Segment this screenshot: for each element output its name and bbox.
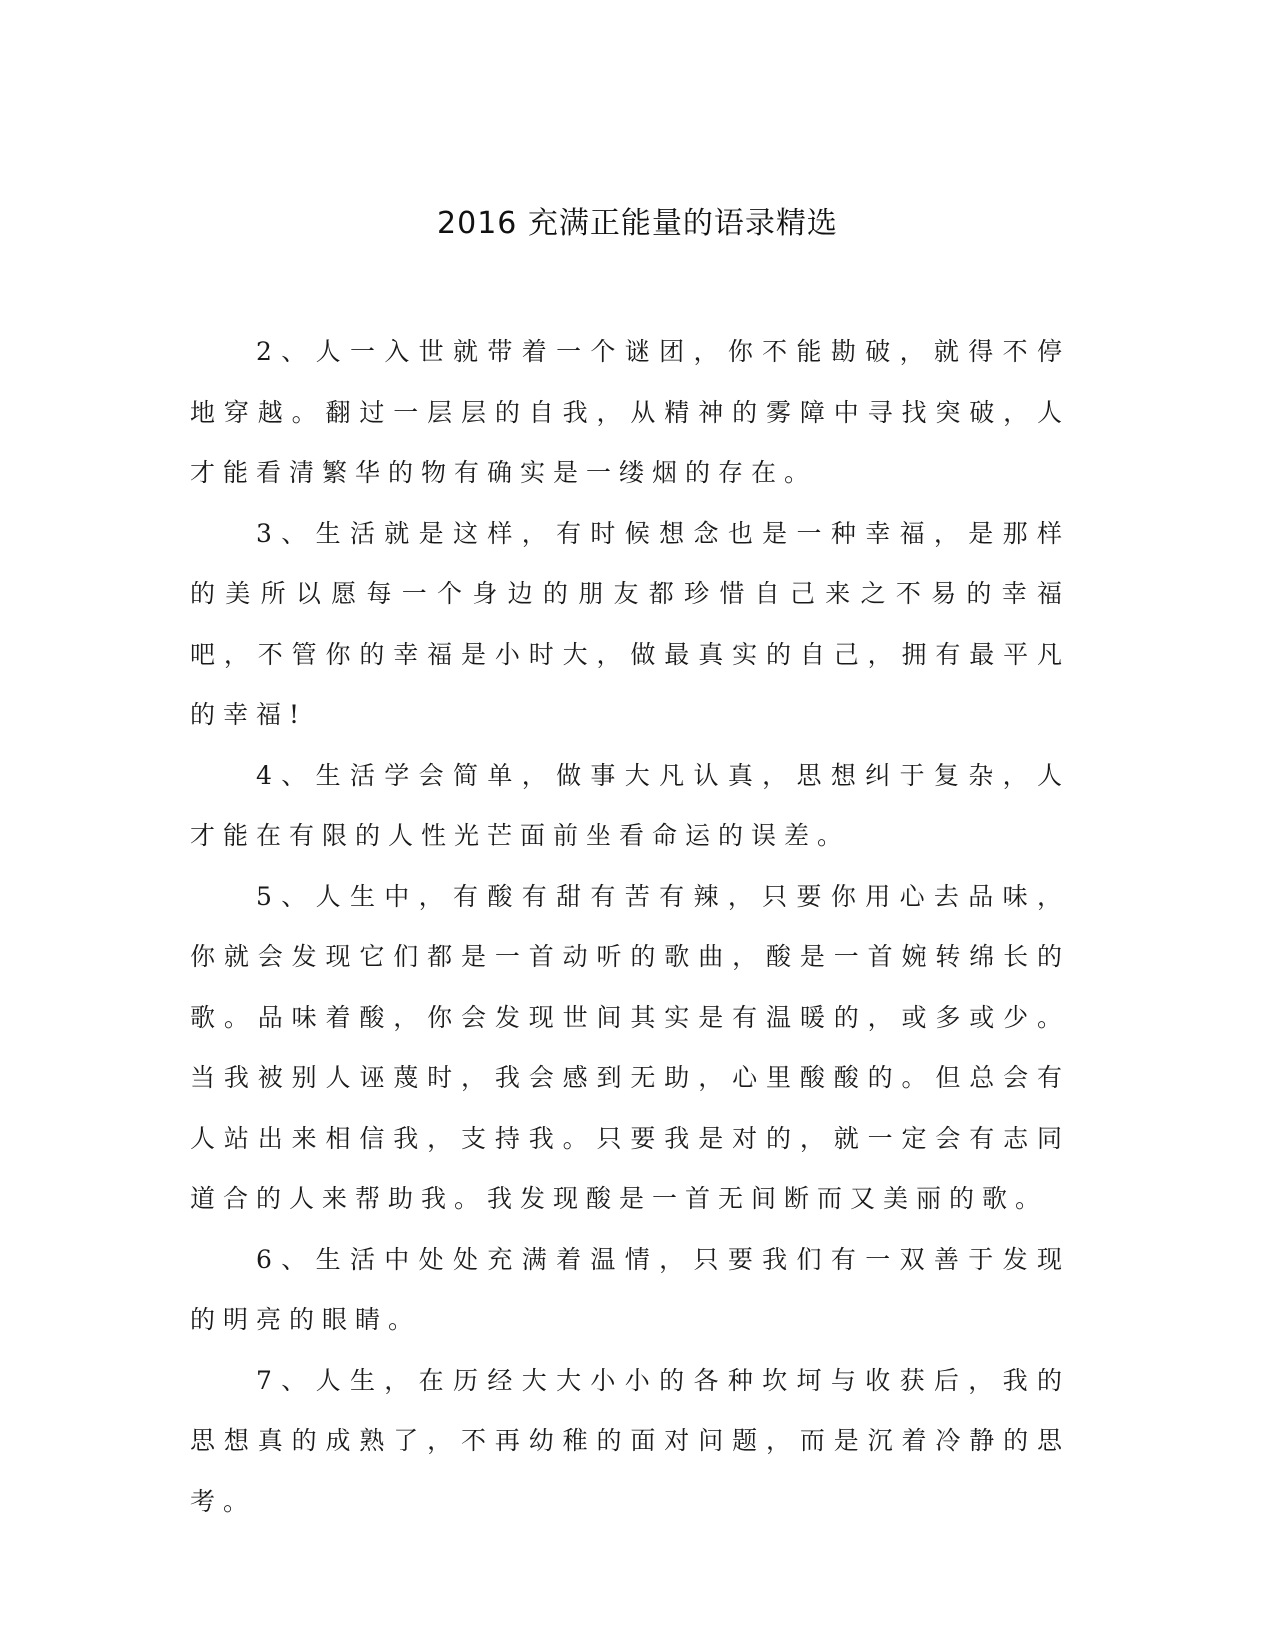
document-title: 2016 充满正能量的语录精选 bbox=[437, 206, 838, 241]
paragraph-4: 4、生活学会简单，做事大凡认真，思想纠于复杂，人才能在有限的人性光芒面前坐看命运的误差。 bbox=[190, 760, 1070, 850]
paragraph-5: 5、人生中，有酸有甜有苦有辣，只要你用心去品味，你就会发现它们都是一首动听的歌曲，酸是一首婉转绵长的歌。品味着酸，你会发现世间其实是有温暖的，或多或少。当我被别人诬蔑时，我会感到无助，心里酸酸的。但总会有人站出来相信我，支持我。只要我是对的，就一定会有志同道合的人来帮助我。我发现酸是一首无间断而又美丽的歌。 bbox=[190, 881, 1070, 1213]
paragraph-3: 3、生活就是这样，有时候想念也是一种幸福，是那样的美所以愿每一个身边的朋友都珍惜自己来之不易的幸福吧，不管你的幸福是小时大，做最真实的自己，拥有最平凡的幸福! bbox=[190, 518, 1070, 729]
paragraph-2: 2、人一入世就带着一个谜团，你不能勘破，就得不停地穿越。翻过一层层的自我，从精神的雾障中寻找突破，人才能看清繁华的物有确实是一缕烟的存在。 bbox=[190, 337, 1070, 487]
paragraph-7: 7、人生，在历经大大小小的各种坎坷与收获后，我的思想真的成熟了，不再幼稚的面对问题，而是沉着冷静的思考。 bbox=[190, 1365, 1070, 1516]
paragraph-6: 6、生活中处处充满着温情，只要我们有一双善于发现的明亮的眼睛。 bbox=[190, 1244, 1070, 1334]
document-body bbox=[190, 322, 1070, 1532]
